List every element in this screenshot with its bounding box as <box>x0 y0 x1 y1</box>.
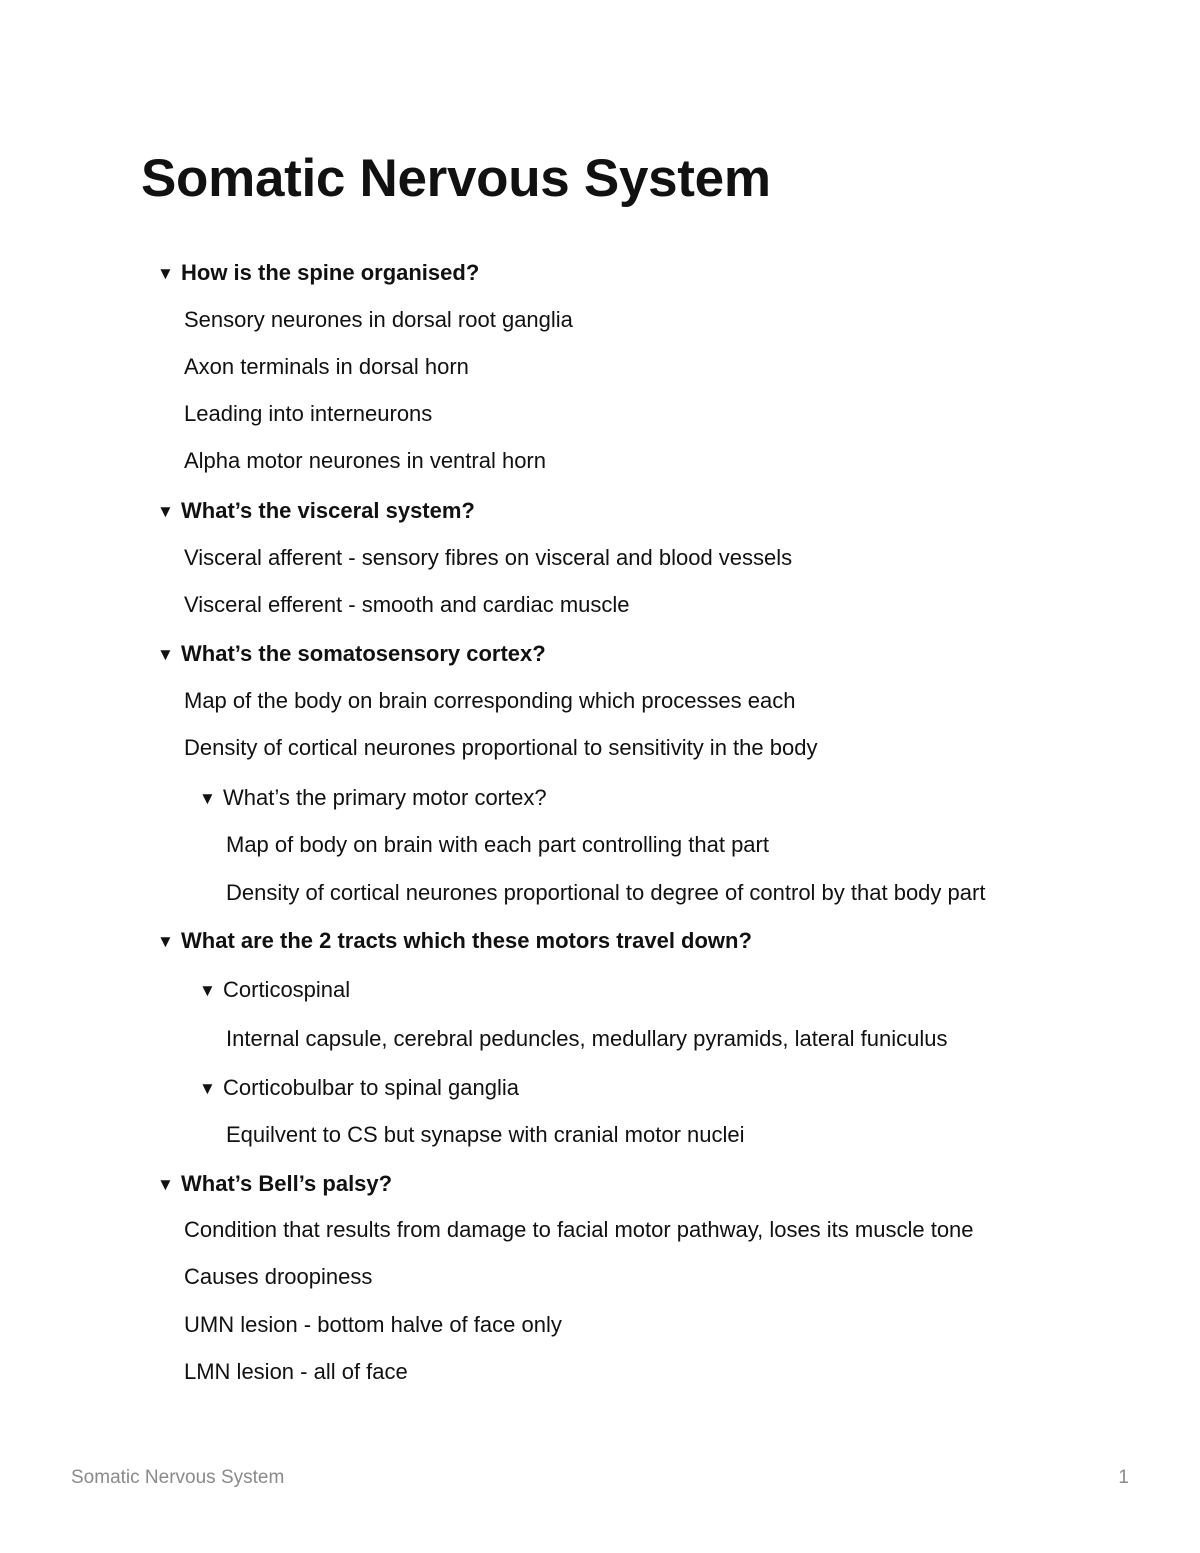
toggle-triangle-icon[interactable]: ▼ <box>199 789 216 808</box>
list-item: Equilvent to CS but synapse with cranial motor nuclei <box>226 1122 745 1147</box>
sub-toggle-heading[interactable] <box>199 783 547 814</box>
toggle-question: Corticospinal <box>223 977 351 1002</box>
list-item: Leading into interneurons <box>184 401 433 426</box>
sub-toggle-heading[interactable] <box>199 1073 519 1104</box>
toggle-triangle-icon[interactable]: ▼ <box>157 645 174 664</box>
toggle-heading[interactable] <box>157 926 752 957</box>
toggle-triangle-icon[interactable]: ▼ <box>199 981 216 1000</box>
list-item: UMN lesion - bottom halve of face only <box>184 1312 562 1337</box>
toggle-question: How is the spine organised? <box>181 260 480 285</box>
list-item: Causes droopiness <box>184 1264 373 1289</box>
footer-title: Somatic Nervous System <box>71 1467 285 1488</box>
toggle-triangle-icon[interactable]: ▼ <box>157 502 174 521</box>
toggle-heading[interactable] <box>157 258 479 289</box>
page-title: Somatic Nervous System <box>141 149 771 208</box>
list-item: Alpha motor neurones in ventral horn <box>184 448 546 473</box>
list-item: Density of cortical neurones proportional to sensitivity in the body <box>184 735 818 760</box>
toggle-triangle-icon[interactable]: ▼ <box>157 932 174 951</box>
list-item: Map of the body on brain corresponding which processes each <box>184 688 796 713</box>
toggle-triangle-icon[interactable]: ▼ <box>199 1079 216 1098</box>
toggle-heading[interactable] <box>157 496 475 527</box>
toggle-heading[interactable] <box>157 639 546 670</box>
list-item: LMN lesion - all of face <box>184 1359 408 1384</box>
list-item: Density of cortical neurones proportional to degree of control by that body part <box>226 880 986 905</box>
list-item: Visceral efferent - smooth and cardiac muscle <box>184 592 630 617</box>
list-item: Axon terminals in dorsal horn <box>184 354 469 379</box>
list-item: Condition that results from damage to facial motor pathway, loses its muscle tone <box>184 1217 974 1242</box>
list-item: Sensory neurones in dorsal root ganglia <box>184 307 573 332</box>
toggle-triangle-icon[interactable]: ▼ <box>157 1175 174 1194</box>
toggle-question: What’s the primary motor cortex? <box>223 785 547 810</box>
list-item: Map of body on brain with each part controlling that part <box>226 832 769 857</box>
toggle-question: What’s the somatosensory cortex? <box>181 641 546 666</box>
list-item: Internal capsule, cerebral peduncles, medullary pyramids, lateral funiculus <box>226 1026 948 1051</box>
toggle-triangle-icon[interactable]: ▼ <box>157 264 174 283</box>
toggle-question: What’s the visceral system? <box>181 498 475 523</box>
sub-toggle-heading[interactable] <box>199 975 350 1006</box>
toggle-question: What’s Bell’s palsy? <box>181 1171 393 1196</box>
toggle-heading[interactable] <box>157 1169 392 1200</box>
page-number: 1 <box>1118 1467 1129 1488</box>
list-item: Visceral afferent - sensory fibres on visceral and blood vessels <box>184 545 793 570</box>
toggle-question: Corticobulbar to spinal ganglia <box>223 1075 519 1100</box>
toggle-question: What are the 2 tracts which these motors travel down? <box>181 928 752 953</box>
